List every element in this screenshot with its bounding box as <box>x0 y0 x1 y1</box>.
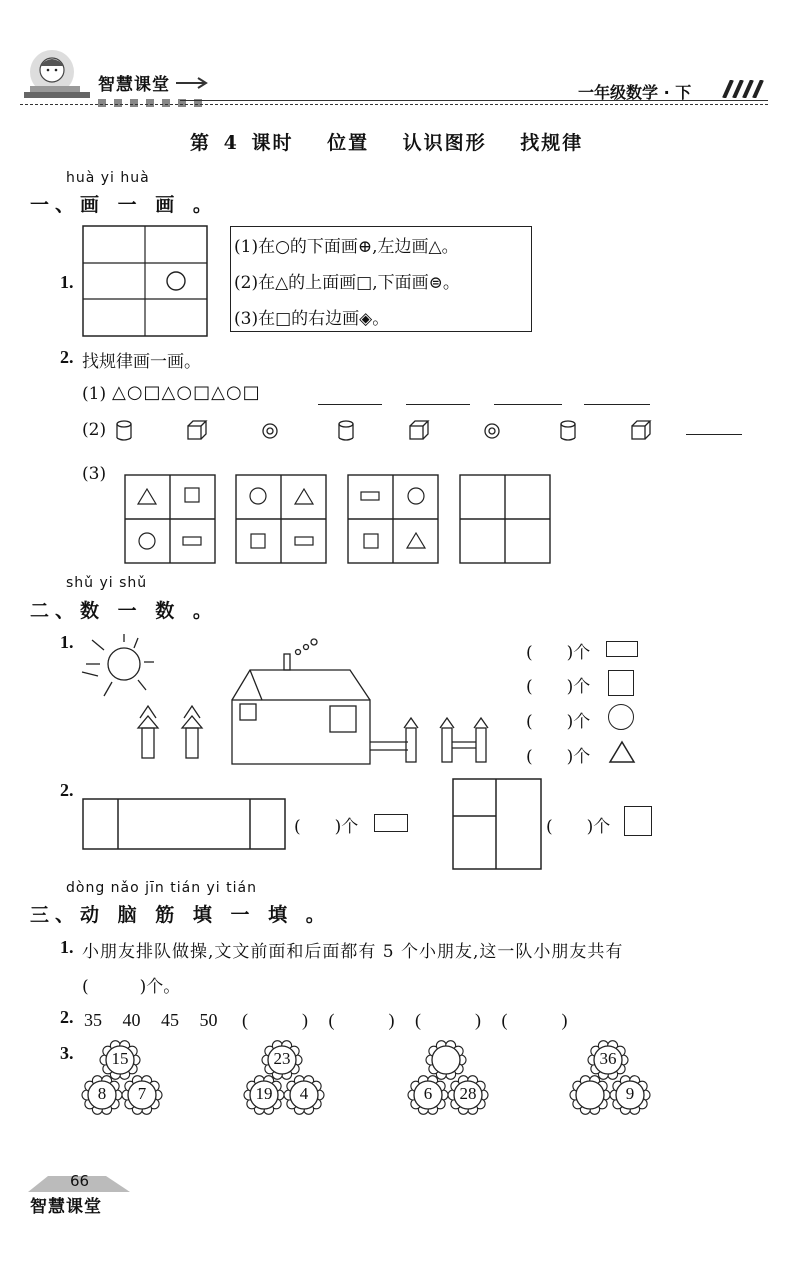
flower-group-3 <box>404 1038 494 1118</box>
s1-q2-sub1-blank-1[interactable] <box>318 404 382 405</box>
s1-q2-number: 2. <box>60 347 74 367</box>
seq-value: 35 <box>84 1010 102 1030</box>
s1-q1-line2: (2)在△的上面画□,下面画⊜。 <box>234 273 460 293</box>
section1-title: 一、画 一 画 。 <box>30 194 218 216</box>
count-unit: 个 <box>573 677 591 697</box>
s2-q1-count-circle[interactable] <box>526 707 590 732</box>
lesson-title: 第 4 课时 位置 认识图形 找规律 <box>190 132 584 154</box>
s2-q2-figure-left <box>82 798 286 850</box>
count-paren[interactable]: ( ) <box>526 712 574 732</box>
cube-icon <box>410 421 428 439</box>
flower-icon <box>426 1041 466 1080</box>
seq-value: 40 <box>122 1010 141 1030</box>
s1-q2-sub1-label: (1) <box>82 384 107 404</box>
flower-right-number: 7 <box>137 1084 147 1103</box>
header-squares <box>98 92 228 100</box>
section3-pinyin: dòng nǎo jīn tián yi tián <box>66 880 257 896</box>
s3-q2-number: 2. <box>60 1007 74 1027</box>
cylinder-icon <box>339 421 353 440</box>
header-rule <box>180 100 768 101</box>
s1-q1-line1: (1)在○的下面画⊕,左边画△。 <box>234 237 459 257</box>
count-paren[interactable]: ( ) <box>526 643 574 663</box>
flower-top-number: 36 <box>599 1049 617 1068</box>
s3-q2-row <box>84 1006 568 1032</box>
s1-q1-grid <box>82 225 208 337</box>
count-paren[interactable]: ( ) <box>526 677 574 697</box>
header-stripes <box>716 80 768 102</box>
flower-group-4 <box>566 1038 656 1118</box>
count-unit: 个 <box>593 817 611 837</box>
flower-left-number: 19 <box>255 1084 273 1103</box>
count-unit: 个 <box>573 712 591 732</box>
header-mascot <box>22 48 92 104</box>
s3-q1-number: 1. <box>60 937 74 957</box>
header-grade: 一年级数学 · 下 <box>578 83 692 102</box>
sphere-icon <box>485 424 499 438</box>
seq-value: 50 <box>199 1010 218 1030</box>
s1-q2-sub1-blank-2[interactable] <box>406 404 470 405</box>
s3-q1-text: 小朋友排队做操,文文前面和后面都有 5 个小朋友,这一队小朋友共有 <box>82 942 624 962</box>
s1-q2-sub1-blank-3[interactable] <box>494 404 562 405</box>
circle-icon <box>608 704 634 730</box>
header-arrow-icon <box>176 74 212 93</box>
sphere-icon <box>263 424 277 438</box>
cube-icon <box>632 421 650 439</box>
cube-icon <box>188 421 206 439</box>
s2-q1-count-triangle[interactable] <box>526 742 590 767</box>
seq-blank[interactable]: ( ) <box>415 1010 481 1030</box>
flower-right-number: 9 <box>625 1084 635 1103</box>
cylinder-icon <box>117 421 131 440</box>
count-paren[interactable]: ( ) <box>526 747 574 767</box>
s2-q2-count-right[interactable] <box>546 812 610 837</box>
seq-value: 45 <box>161 1010 179 1030</box>
s3-q1-answer[interactable]: ( )个。 <box>82 977 181 997</box>
s1-q1-number: 1. <box>60 272 74 292</box>
flower-left-number: 8 <box>97 1084 107 1103</box>
s1-q2-sub3-label: (3) <box>82 464 107 484</box>
s2-q2-count-left[interactable] <box>294 812 358 837</box>
s2-q1-number: 1. <box>60 632 74 652</box>
triangle-icon <box>608 740 636 768</box>
s2-q1-count-rectangle[interactable] <box>526 638 590 663</box>
rectangle-icon <box>374 814 408 832</box>
flower-left-number: 6 <box>423 1084 433 1103</box>
s2-q2-figure-right <box>452 778 542 870</box>
seq-blank[interactable]: ( ) <box>328 1010 395 1030</box>
rectangle-icon <box>606 641 638 657</box>
header-brand: 智慧课堂 <box>98 75 170 95</box>
square-icon <box>608 670 634 696</box>
flower-icon <box>570 1076 610 1115</box>
cylinder-icon <box>561 421 575 440</box>
flower-top-number: 23 <box>273 1049 291 1068</box>
s1-q1-line3: (3)在□的右边画◈。 <box>234 309 390 329</box>
s1-q2-sub3-grids <box>124 474 554 566</box>
footer-brand: 智慧课堂 <box>30 1197 102 1217</box>
flower-top-number: 15 <box>111 1049 129 1068</box>
section1-pinyin: huà yi huà <box>66 170 150 186</box>
s1-q2-sub1-shapes: △○□△○□△○□ <box>112 382 261 403</box>
s2-q1-picture <box>78 630 498 770</box>
s1-q2-sub2-label: (2) <box>82 420 107 440</box>
flower-group-2 <box>240 1038 330 1118</box>
s1-q2-text: 找规律画一画。 <box>82 352 201 372</box>
count-paren[interactable]: ( ) <box>294 817 342 837</box>
s1-q2-sub1-blank-4[interactable] <box>584 404 650 405</box>
count-unit: 个 <box>573 643 591 663</box>
section2-title: 二、数 一 数 。 <box>30 600 218 622</box>
count-unit: 个 <box>573 747 591 767</box>
count-unit: 个 <box>341 817 359 837</box>
seq-blank[interactable]: ( ) <box>242 1010 308 1030</box>
section2-pinyin: shǔ yi shǔ <box>66 575 148 591</box>
seq-blank[interactable]: ( ) <box>501 1010 568 1030</box>
s2-q1-count-square[interactable] <box>526 672 590 697</box>
s1-q2-sub2-sequence <box>112 416 672 446</box>
s3-q3-number: 3. <box>60 1043 74 1063</box>
flower-group-1 <box>78 1038 168 1118</box>
header-dashed-rule <box>20 104 768 105</box>
count-paren[interactable]: ( ) <box>546 817 594 837</box>
section3-title: 三、动 脑 筋 填 一 填 。 <box>30 904 331 926</box>
flower-right-number: 28 <box>459 1084 477 1103</box>
s1-q2-sub2-blank[interactable] <box>686 434 742 435</box>
square-icon <box>624 806 652 836</box>
s2-q2-number: 2. <box>60 780 74 800</box>
flower-right-number: 4 <box>299 1084 309 1103</box>
footer-page-number: 66 <box>70 1172 90 1190</box>
